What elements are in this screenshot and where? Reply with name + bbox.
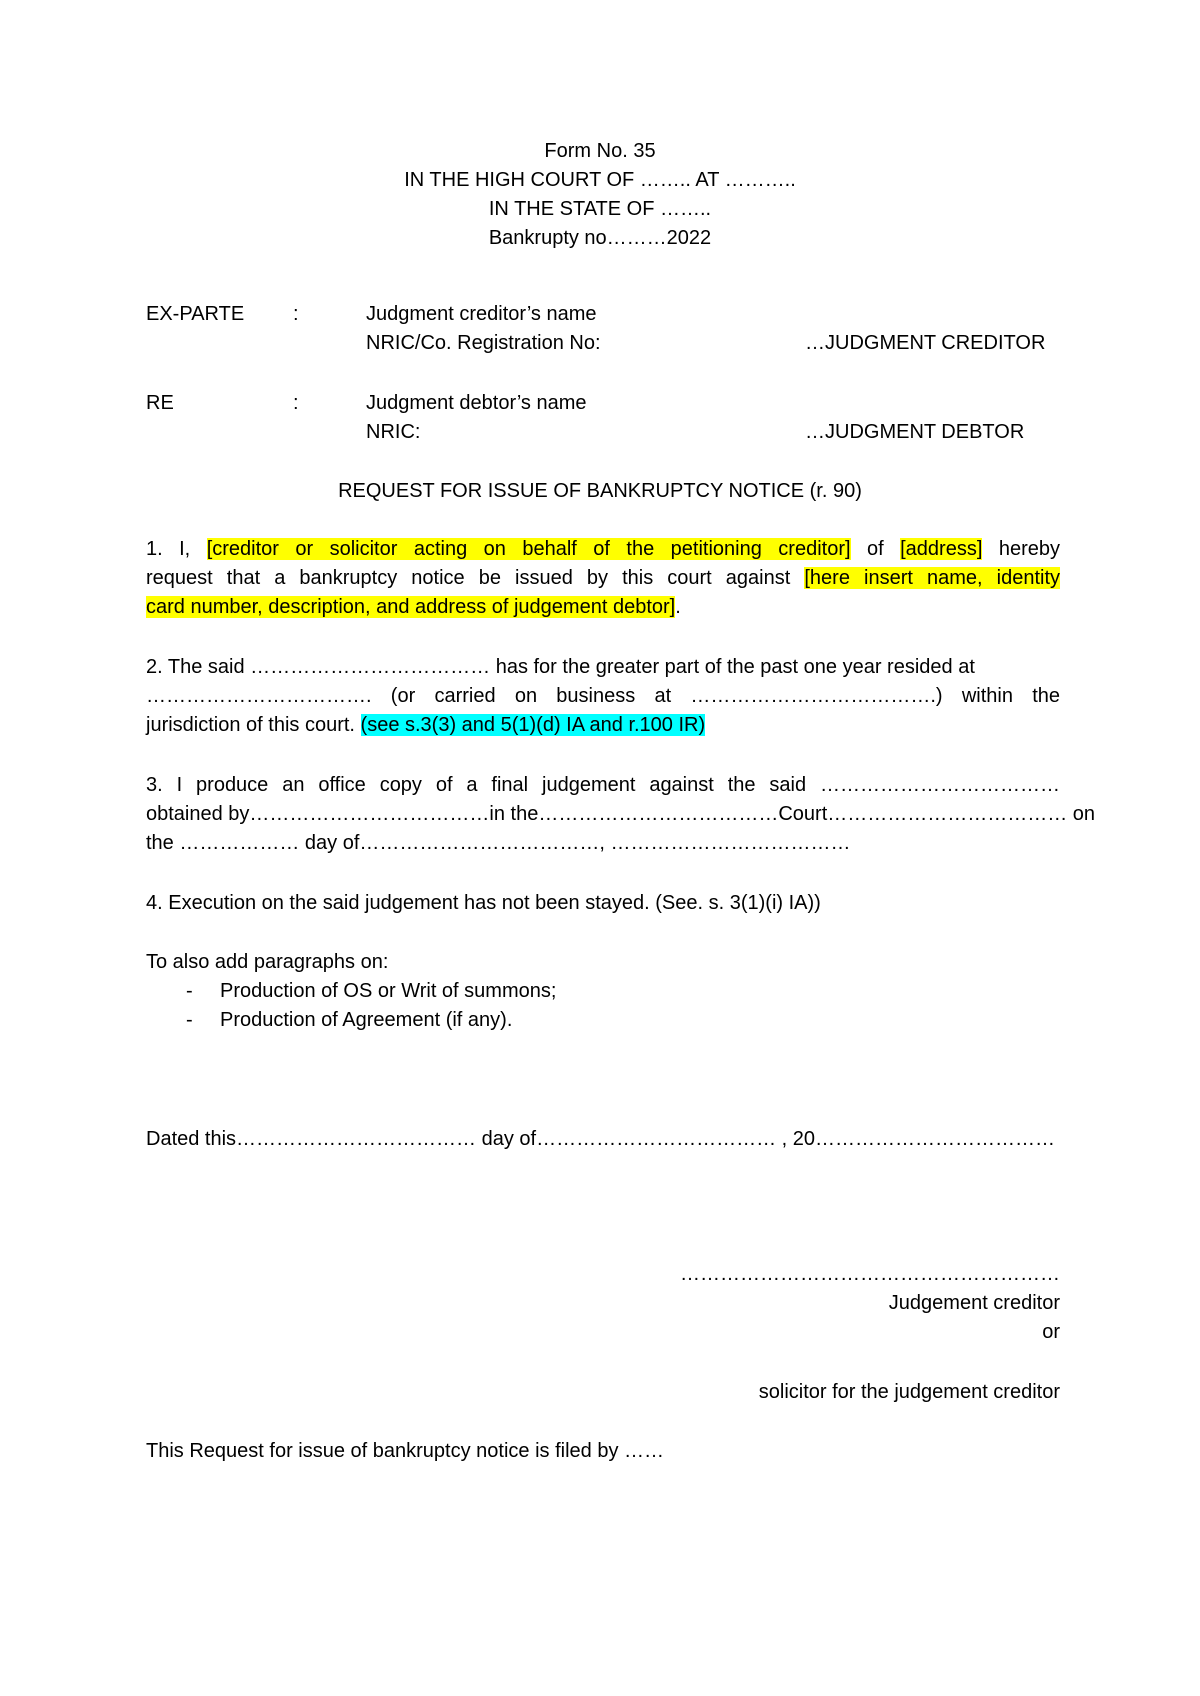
debtor-placeholder-part1: [here insert name, identity [804, 567, 1060, 589]
exparte-label: EX-PARTE [146, 303, 245, 325]
creditor-registration: NRIC/Co. Registration No: [366, 332, 601, 354]
signature-or: or [1042, 1321, 1060, 1343]
addition-item: Production of Agreement (if any). [220, 1009, 513, 1031]
para3-line2: obtained by………………………………in the………………………………Court……………………………… on [146, 803, 1096, 825]
bullet-dash: - [186, 980, 193, 1002]
para2-line1: 2. The said ……………………………… has for the greater part of the past one year resided at [146, 656, 975, 678]
creditor-placeholder: [creditor or solicitor acting on behalf of the petitioning creditor] [206, 538, 851, 560]
statute-reference: (see s.3(3) and 5(1)(d) IA and r.100 IR) [360, 714, 706, 736]
court-line: IN THE HIGH COURT OF …….. AT ……….. [404, 169, 796, 191]
debtor-name: Judgment debtor’s name [366, 392, 587, 414]
para3-line3: the ……………… day of………………………………, ……………………………… [146, 832, 851, 854]
debtor-placeholder-part2: card number, description, and address of judgement debtor] [146, 596, 676, 618]
filed-by-line: This Request for issue of bankruptcy notice is filed by …… [146, 1440, 665, 1462]
para1-request: request that a bankruptcy notice be issued by this court against [146, 567, 805, 589]
re-label: RE [146, 392, 174, 414]
case-number: Bankrupty no………2022 [488, 227, 712, 249]
para1-hereby: hereby [982, 538, 1060, 560]
form-number: Form No. 35 [544, 140, 656, 162]
para1-end: . [675, 596, 681, 618]
addition-item: Production of OS or Writ of summons; [220, 980, 557, 1002]
para1-line1 [146, 534, 1060, 564]
signature-role-solicitor: solicitor for the judgement creditor [758, 1381, 1060, 1403]
creditor-name: Judgment creditor’s name [366, 303, 597, 325]
state-line: IN THE STATE OF …….. [488, 198, 712, 220]
para2-line2: ……………………………. (or carried on business at ……………………………….) within the [146, 685, 1060, 707]
re-colon: : [293, 392, 299, 414]
debtor-nric: NRIC: [366, 421, 421, 443]
additions-intro: To also add paragraphs on: [146, 951, 389, 973]
para1-line3 [146, 592, 681, 622]
para2-line3 [146, 710, 705, 740]
document-title: REQUEST FOR ISSUE OF BANKRUPTCY NOTICE (r. 90) [338, 480, 862, 502]
para1-line2 [146, 563, 1060, 593]
para4: 4. Execution on the said judgement has not been stayed. (See. s. 3(1)(i) IA)) [146, 892, 821, 914]
exparte-colon: : [293, 303, 299, 325]
signature-role-creditor: Judgement creditor [888, 1292, 1060, 1314]
para1-of: of [850, 538, 901, 560]
creditor-role: …JUDGMENT CREDITOR [805, 332, 1046, 354]
bullet-dash: - [186, 1009, 193, 1031]
para3-line1: 3. I produce an office copy of a final judgement against the said ……………………………… [146, 774, 1060, 796]
dated-line: Dated this……………………………… day of……………………………… , 20……………………………… [146, 1128, 1056, 1150]
address-placeholder: [address] [900, 538, 983, 560]
debtor-role: …JUDGMENT DEBTOR [805, 421, 1025, 443]
signature-line: ………………………………………………… [680, 1263, 1060, 1285]
para2-jurisdiction: jurisdiction of this court. [146, 714, 361, 736]
para1-intro: 1. I, [146, 538, 207, 560]
